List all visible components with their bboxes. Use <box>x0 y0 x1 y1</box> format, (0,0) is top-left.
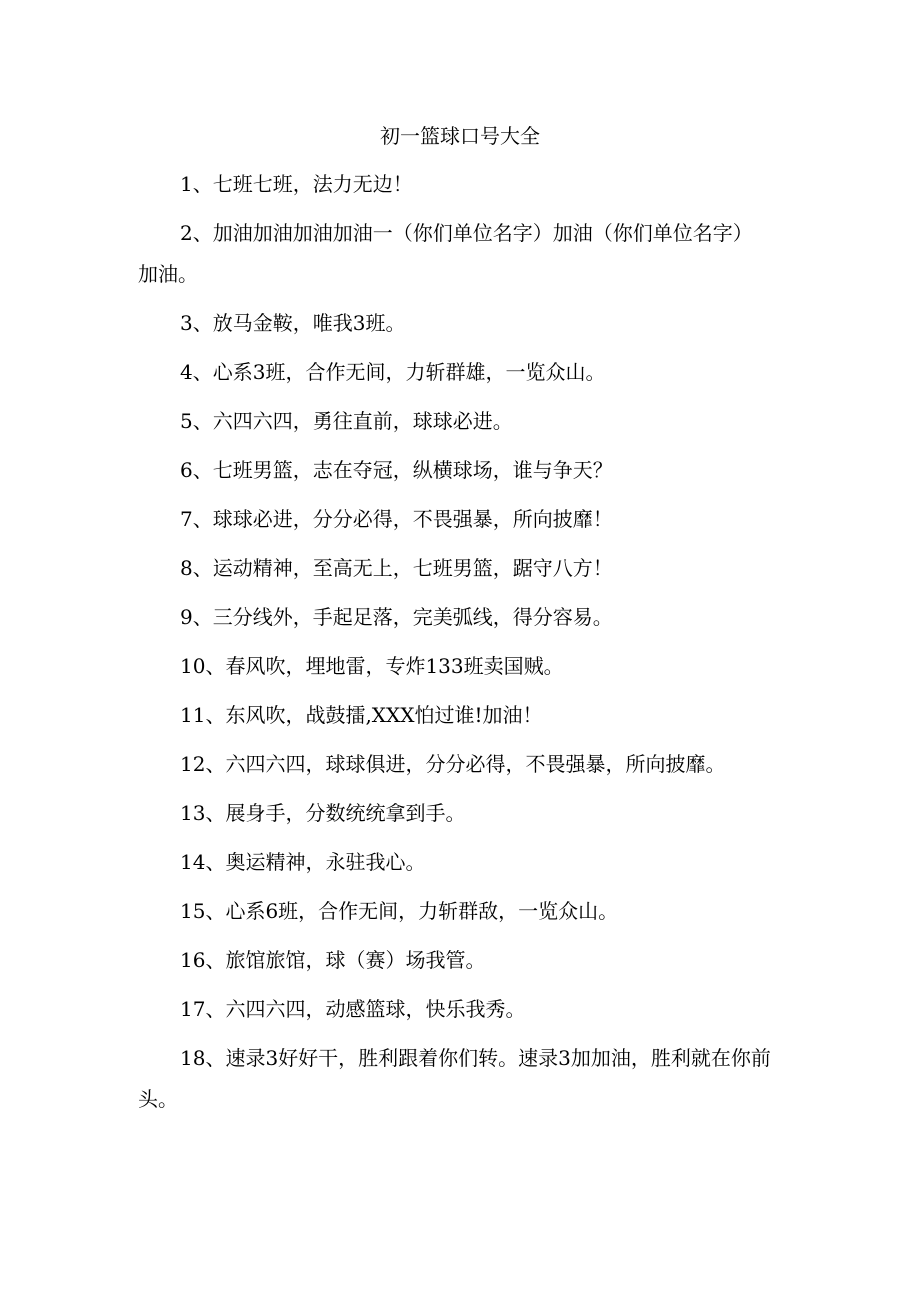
slogan-item: 14、奥运精神，永驻我心。 <box>180 850 426 874</box>
slogan-item: 15、心系6班，合作无间，力斩群敌，一览众山。 <box>180 899 619 923</box>
slogan-item: 16、旅馆旅馆，球（赛）场我管。 <box>180 948 486 972</box>
slogan-item: 2、加油加油加油加油一（你们单位名字）加油（你们单位名字）加油。 <box>138 221 753 286</box>
slogan-item: 6、七班男篮，志在夺冠，纵横球场，谁与争天？ <box>180 458 613 482</box>
slogan-list <box>138 164 772 1128</box>
slogan-item: 12、六四六四，球球俱进，分分必得，不畏强暴，所向披靡。 <box>180 752 726 776</box>
slogan-item: 3、放马金鞍，唯我3班。 <box>180 311 406 335</box>
slogan-item: 5、六四六四，勇往直前，球球必进。 <box>180 409 513 433</box>
slogan-item: 8、运动精神，至高无上，七班男篮，踞守八方！ <box>180 556 613 580</box>
slogan-item: 4、心系3班，合作无间，力斩群雄，一览众山。 <box>180 360 606 384</box>
slogan-item: 13、展身手，分数统统拿到手。 <box>180 801 466 825</box>
slogan-item: 7、球球必进，分分必得，不畏强暴，所向披靡！ <box>180 507 613 531</box>
slogan-item: 17、六四六四，动感篮球，快乐我秀。 <box>180 997 526 1021</box>
slogan-item: 9、三分线外，手起足落，完美弧线，得分容易。 <box>180 605 613 629</box>
slogan-item: 11、东风吹，战鼓擂,XXX怕过谁!加油！ <box>180 703 543 727</box>
slogan-item: 18、速录3好好干，胜利跟着你们转。速录3加加油，胜利就在你前头。 <box>138 1046 771 1111</box>
document-title: 初一篮球口号大全 <box>380 124 540 148</box>
slogan-item: 1、七班七班，法力无边！ <box>180 172 413 196</box>
slogan-item: 10、春风吹，埋地雷，专炸133班卖国贼。 <box>180 654 564 678</box>
